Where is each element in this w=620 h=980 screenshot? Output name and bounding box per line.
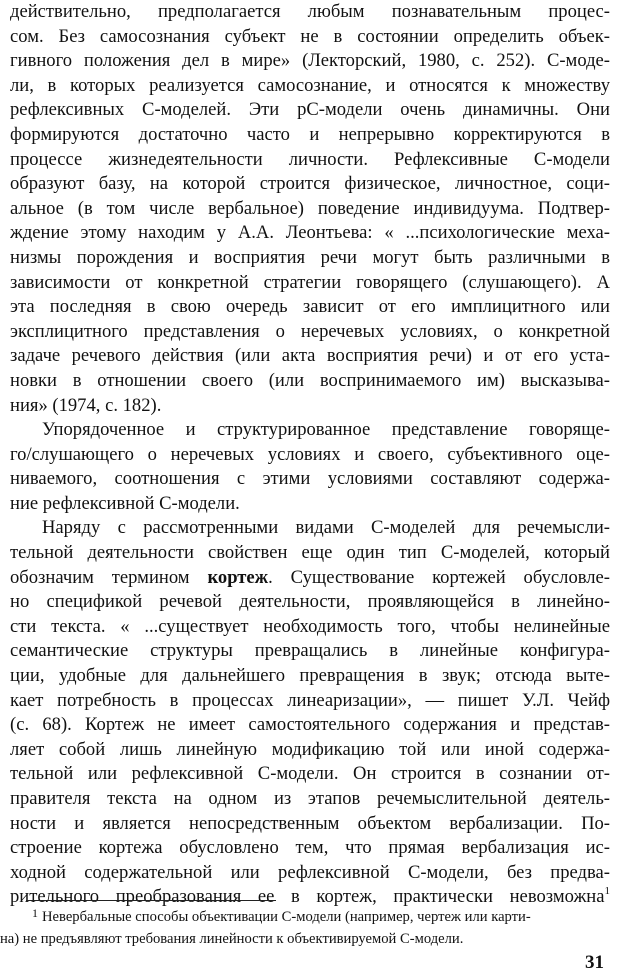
text-line: ли, в которых реализуется самосознание, и относятся к множеству [10,74,610,96]
bold-term: кортеж [207,566,269,588]
text-line: строение кортежа обусловлено тем, что прямая вербализация ис- [10,837,610,859]
text-line: ниваемого, соотношения с этими условиями составляют содержа- [10,468,610,490]
text-line: ходной содержательной или рефлексивной С-модели, без предва- [10,861,610,883]
text-line: эксплицитного представления о неречевых условиях, о конкретной [10,320,610,342]
footnote-ref: 1 [604,885,610,898]
text-line: сом. Без самосознания субъект не в состоянии определить объек- [10,25,610,47]
text-line: семантические структуры превращались в линейные конфигура- [10,640,610,662]
footnote-divider [26,900,276,901]
text-fragment: . Существование кортежей обусловле- [268,566,610,588]
text-line: ние рефлексивной С-модели. [10,492,240,514]
footnote-line [0,906,612,928]
text-line: низмы порождения и восприятия речи могут быть различными в [10,246,610,268]
text-line: ности и является непосредственным объектом вербализации. По- [10,812,610,834]
text-line: ждение этому находим у А.А. Леонтьева: « ...психологические меха- [10,222,610,244]
text-line: сти текста. « ...существует необходимость того, чтобы нелинейные [10,615,610,637]
text-line: альное (в том числе вербальное) поведение индивидуума. Подтвер- [10,197,610,219]
text-line: но спецификой речевой деятельности, проявляющейся в линейно- [10,591,610,613]
footnote-line: на) не предъявляют требования линейности к объективируемой С-модели. [0,931,464,947]
text-line: образуют базу, на которой строится физическое, личностное, соци- [10,173,610,195]
text-line: правителя текста на одном из этапов речемыслительной деятель- [10,788,610,809]
text-line: (с. 68). Кортеж не имеет самостоятельного содержания и представ- [10,714,610,736]
text-line: тельной или рефлексивной С-модели. Он строится в сознании от- [10,763,610,785]
text-line: го/слушающего о неречевых условиях и своего, субъективного оце- [10,443,610,465]
page-number: 31 [585,952,604,973]
paragraph-first-line: Наряду с рассмотренными видами С-моделей для речемысли- [42,517,610,539]
text-line-with-term [10,566,610,591]
text-line: ляет собой лишь линейную модификацию той или иной содержа- [10,738,610,760]
text-line: кает потребность в процессах линеаризации», — пишет У.Л. Чейф [10,689,610,711]
text-line: ции, удобные для дальнейшего превращения в звук; отсюда выте- [10,665,610,687]
text-line: формируются достаточно часто и непрерывно корректируются в [10,123,610,145]
paragraph-first-line: Упорядоченное и структурированное представление говоряще- [42,419,610,441]
text-line: тельной деятельности свойствен еще один тип С-моделей, который [10,542,610,564]
text-line: зависимости от конкретной стратегии говорящего (слушающего). А [10,271,610,293]
text-line: рефлексивных С-моделей. Эти рС-модели очень динамичны. Они [10,99,610,121]
text-line: задаче речевого действия (или акта восприятия речи) и от его уста- [10,345,610,367]
footnote-number: 1 [32,906,38,920]
text-line: эта последняя в свою очередь зависит от его имплицитного или [10,296,610,318]
text-line: действительно, предполагается любым познавательным процес- [10,1,610,22]
text-line: ния» (1974, с. 182). [10,394,162,416]
text-line: процессе жизнедеятельности личности. Рефлексивные С-модели [10,148,610,170]
text-fragment: обозначим термином [10,566,190,588]
footnote-text: Невербальные способы объективации С-модели (например, чертеж или карти- [42,909,531,925]
main-text [10,0,610,910]
text-fragment: рительного преобразования ее в кортеж, практически невозможна [10,886,605,908]
text-line: новки в отношении своего (или воспринимаемого им) высказыва- [10,369,610,391]
footnote [0,906,612,950]
text-line: гивного положения дел в мире» (Лекторский, 1980, с. 252). С-моде- [10,50,610,72]
